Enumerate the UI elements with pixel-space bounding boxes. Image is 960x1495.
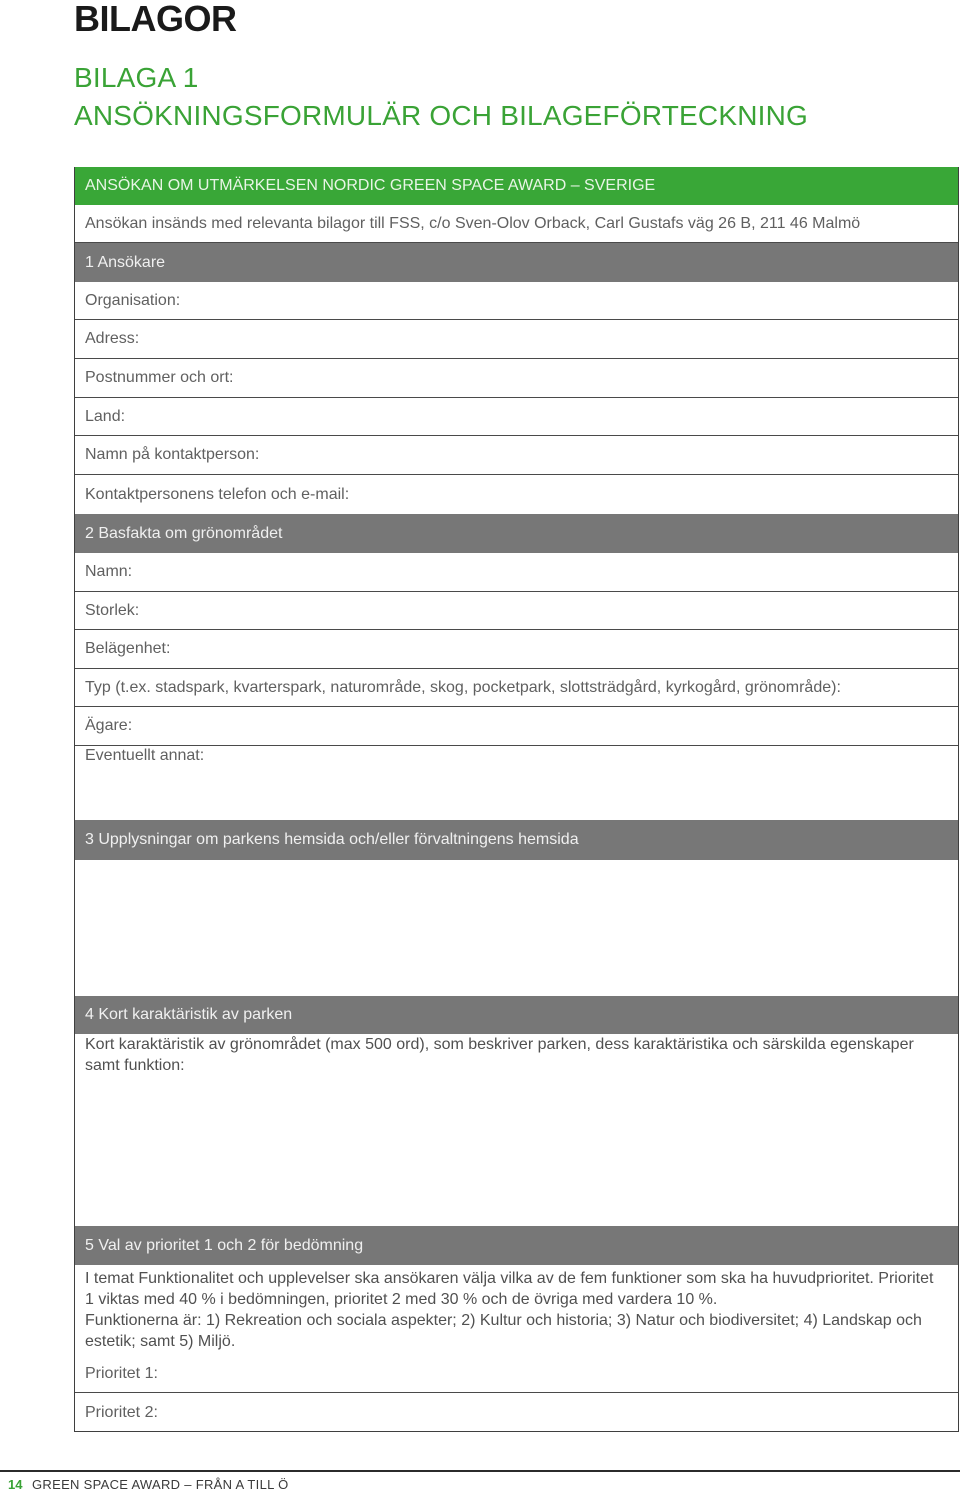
field-organisation[interactable] bbox=[75, 282, 958, 320]
field-priority-2[interactable] bbox=[75, 1393, 958, 1432]
page-heading: BILAGOR bbox=[74, 0, 237, 39]
form-title-bar bbox=[75, 167, 958, 205]
section-1-title: 1 Ansökare bbox=[85, 253, 166, 271]
field-country[interactable] bbox=[75, 398, 958, 436]
field-label: Adress: bbox=[85, 330, 140, 347]
field-label: Namn: bbox=[85, 563, 133, 580]
section-3-title: 3 Upplysningar om parkens hemsida och/eller förvaltningens hemsida bbox=[85, 831, 579, 848]
section-5-header bbox=[75, 1226, 958, 1265]
footer-title: GREEN SPACE AWARD – FRÅN A TILL Ö bbox=[32, 1477, 289, 1492]
field-label: Typ (t.ex. stadspark, kvarterspark, naturområde, skog, pocketpark, slottsträdgård, kyrkogård, grönområde): bbox=[85, 678, 841, 696]
functions-list-text: Funktionerna är: 1) Rekreation och sociala aspekter; 2) Kultur och historia; 3) Natur och biodiversitet; 4) Landskap och estetik; samt 5) Miljö. bbox=[85, 1312, 922, 1350]
characteristics-instructions: Kort karaktäristik av grönområdet (max 500 ord), som beskriver parken, dess karaktäristika och särskilda egenskaper samt funktion: bbox=[85, 1036, 914, 1074]
field-park-name[interactable] bbox=[75, 553, 958, 592]
section-4-header bbox=[75, 996, 958, 1034]
submit-info-row bbox=[75, 205, 958, 243]
field-owner[interactable] bbox=[75, 707, 958, 746]
website-info-area[interactable] bbox=[75, 860, 958, 996]
field-other[interactable] bbox=[75, 746, 958, 820]
field-label: Land: bbox=[85, 407, 126, 425]
application-form bbox=[74, 167, 959, 1432]
section-3-header bbox=[75, 820, 958, 860]
priority-instructions: I temat Funktionalitet och upplevelser ska ansökaren välja vilka av de fem funktioner som ska ha huvudprioritet. Prioritet 1 viktas med 40 % i bedömningen, prioritet 2 med 30 % och de övriga med vardera 10 %. bbox=[85, 1270, 934, 1308]
field-priority-1[interactable] bbox=[75, 1355, 958, 1393]
section-2-header bbox=[75, 514, 958, 553]
section-4-title: 4 Kort karaktäristik av parken bbox=[85, 1006, 293, 1023]
field-label: Organisation: bbox=[85, 291, 181, 309]
field-label: Storlek: bbox=[85, 601, 140, 619]
field-label: Prioritet 1: bbox=[85, 1364, 158, 1382]
section-1-header bbox=[75, 243, 958, 282]
section-2-title: 2 Basfakta om grönområdet bbox=[85, 524, 283, 542]
field-size[interactable] bbox=[75, 592, 958, 630]
field-label: Belägenhet: bbox=[85, 640, 171, 657]
form-title: ANSÖKAN OM UTMÄRKELSEN NORDIC GREEN SPACE AWARD – SVERIGE bbox=[85, 177, 656, 194]
field-label: Kontaktpersonens telefon och e-mail: bbox=[85, 485, 350, 503]
page-number: 14 bbox=[8, 1477, 23, 1492]
field-contact-phone-email[interactable] bbox=[75, 475, 958, 514]
field-label: Prioritet 2: bbox=[85, 1403, 158, 1421]
field-postal-code-city[interactable] bbox=[75, 359, 958, 398]
field-location[interactable] bbox=[75, 630, 958, 669]
field-park-type[interactable] bbox=[75, 669, 958, 707]
footer-rule bbox=[0, 1470, 960, 1472]
characteristics-area[interactable] bbox=[75, 1080, 958, 1226]
field-label: Ägare: bbox=[85, 717, 133, 734]
section-5-title: 5 Val av prioritet 1 och 2 för bedömning bbox=[85, 1236, 364, 1254]
field-contact-name[interactable] bbox=[75, 436, 958, 475]
appendix-title: ANSÖKNINGSFORMULÄR OCH BILAGEFÖRTECKNING bbox=[74, 100, 809, 131]
appendix-number: BILAGA 1 bbox=[74, 62, 199, 93]
submit-info: Ansökan insänds med relevanta bilagor till FSS, c/o Sven-Olov Orback, Carl Gustafs väg 26 B, 211 46 Malmö bbox=[85, 214, 861, 232]
field-label: Namn på kontaktperson: bbox=[85, 446, 260, 463]
field-label: Eventuellt annat: bbox=[85, 747, 205, 764]
field-address[interactable] bbox=[75, 320, 958, 359]
field-label: Postnummer och ort: bbox=[85, 369, 234, 386]
